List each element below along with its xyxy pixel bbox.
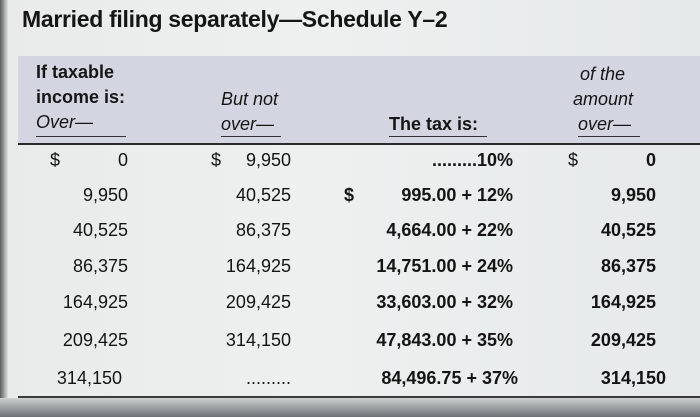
cell-but-not-over: 40,525	[235, 185, 291, 205]
cell-but-not-over: 314,150	[225, 330, 291, 350]
cell-tax: 14,751.00 + 24%	[376, 256, 513, 276]
currency-symbol: $	[211, 150, 222, 170]
header-amount-over	[578, 112, 631, 137]
header-but-not	[221, 87, 278, 112]
schedule-title: Married filing separately—Schedule Y–2	[22, 6, 448, 32]
header-col3-underline	[389, 136, 487, 137]
header-col1-line2: income is:	[36, 87, 126, 107]
cell-but-not-over: 164,925	[225, 256, 291, 276]
table-row	[0, 287, 700, 324]
cell-tax: 995.00 + 12%	[401, 185, 513, 205]
cell-of-amount-over: 209,425	[590, 330, 656, 350]
header-col1-underline	[36, 136, 126, 137]
cell-but-not-over: 9,950	[245, 150, 291, 170]
cell-but-not-over: .........	[245, 368, 291, 388]
cell-over: 314,150	[56, 368, 122, 388]
header-col4-line1: of the	[580, 64, 626, 84]
header-col1-line1: If taxable	[36, 62, 115, 82]
cell-of-amount-over: 40,525	[600, 220, 656, 240]
header-col4-line2: amount	[573, 89, 634, 109]
cell-tax: 47,843.00 + 35%	[376, 330, 513, 350]
header-col4-underline	[578, 136, 640, 137]
cell-over: 40,525	[72, 220, 128, 240]
header-income-is	[36, 85, 125, 110]
header-col1-line3: Over—	[36, 112, 94, 132]
table-row	[0, 251, 700, 288]
table-row	[0, 180, 700, 217]
cell-over: 86,375	[72, 256, 128, 276]
header-over	[36, 110, 93, 135]
table-row	[0, 145, 700, 182]
currency-symbol: $	[50, 150, 61, 170]
header-but-not-over	[221, 112, 274, 137]
page-bottom-shadow	[0, 398, 700, 417]
cell-tax: .........10%	[431, 150, 513, 170]
header-if-taxable	[36, 60, 114, 85]
cell-tax: 84,496.75 + 37%	[381, 368, 518, 388]
header-col2-underline	[221, 136, 281, 137]
cell-over: 164,925	[62, 292, 128, 312]
currency-symbol: $	[344, 185, 355, 205]
header-col2-line2: over—	[221, 114, 275, 134]
cell-of-amount-over: 0	[645, 150, 656, 170]
cell-tax: 4,664.00 + 22%	[386, 220, 513, 240]
header-col3-line1: The tax is:	[389, 114, 479, 134]
cell-of-amount-over: 164,925	[590, 292, 656, 312]
currency-symbol: $	[568, 150, 579, 170]
header-tax-is	[389, 112, 478, 137]
header-col4-line3: over—	[578, 114, 632, 134]
cell-over: 209,425	[62, 330, 128, 350]
header-amount	[573, 87, 633, 112]
table-row	[0, 325, 700, 362]
header-of-the	[580, 62, 625, 87]
cell-over: 9,950	[82, 185, 128, 205]
cell-but-not-over: 86,375	[235, 220, 291, 240]
cell-over: 0	[117, 150, 128, 170]
cell-tax: 33,603.00 + 32%	[376, 292, 513, 312]
header-col2-line1: But not	[221, 89, 279, 109]
table-row	[0, 215, 700, 252]
cell-of-amount-over: 86,375	[600, 256, 656, 276]
cell-of-amount-over: 314,150	[600, 368, 666, 388]
cell-but-not-over: 209,425	[225, 292, 291, 312]
table-row	[0, 363, 700, 400]
cell-of-amount-over: 9,950	[610, 185, 656, 205]
